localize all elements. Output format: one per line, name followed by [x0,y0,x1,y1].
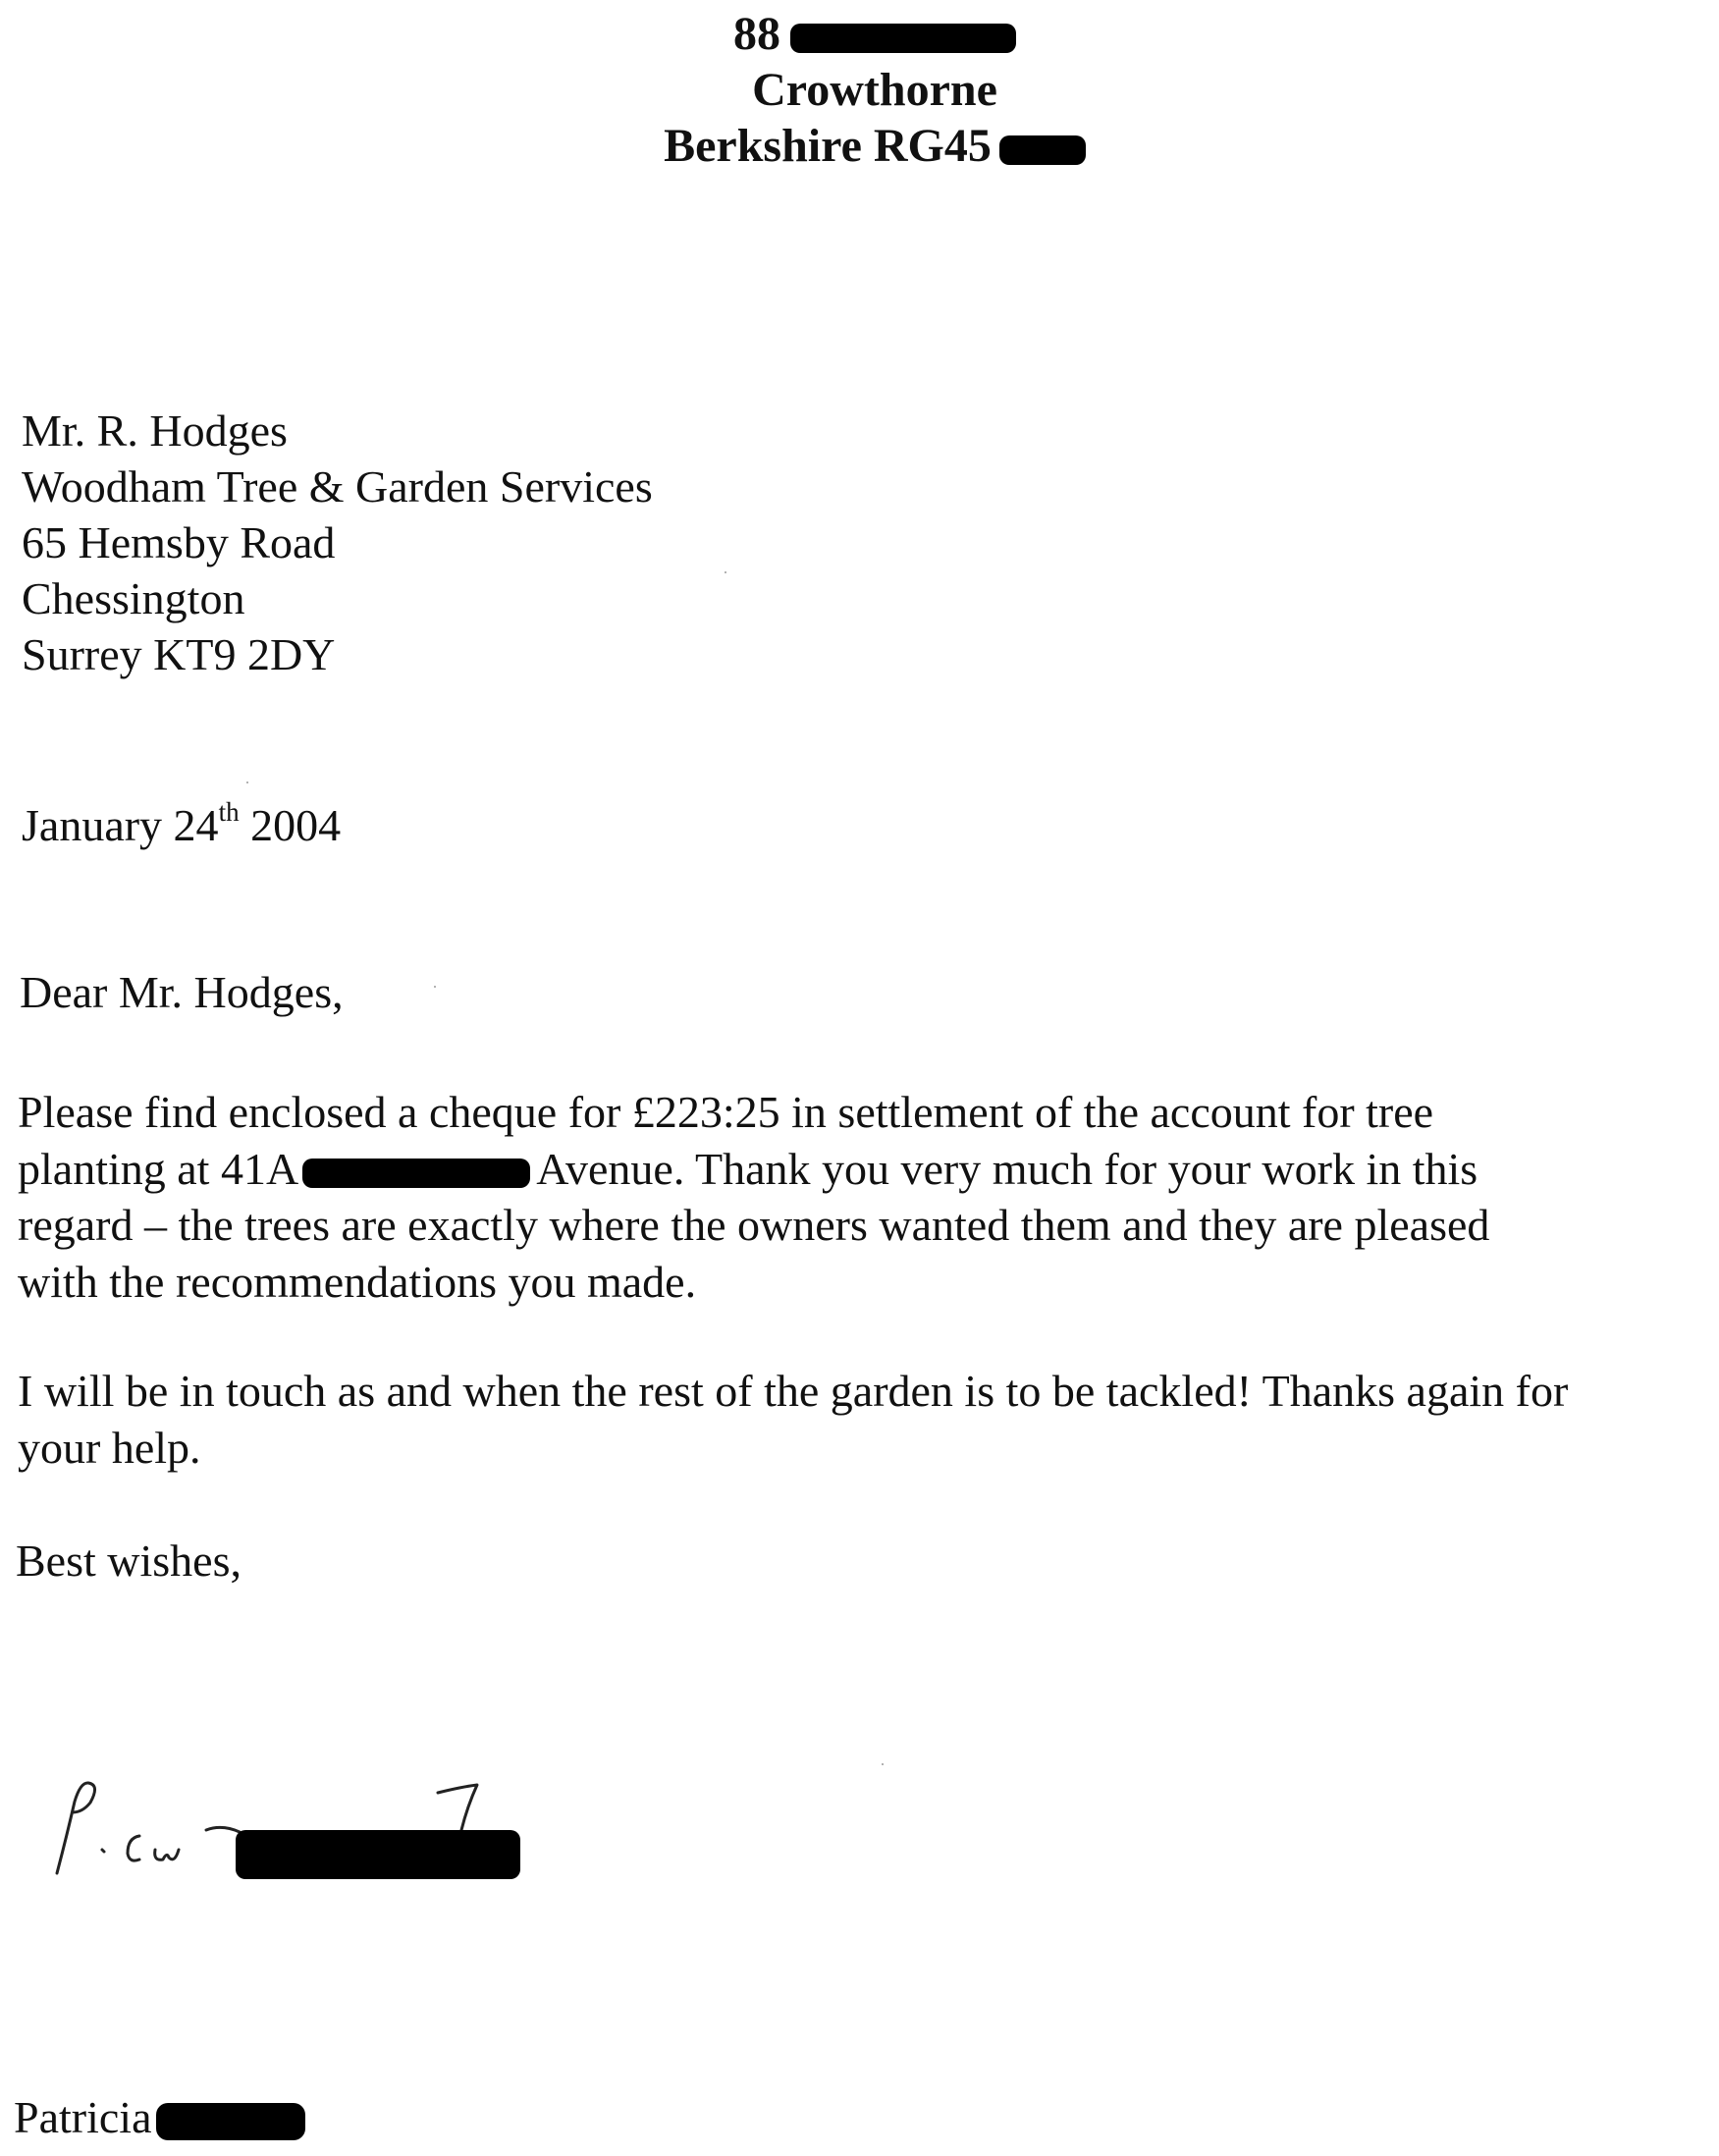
paragraph-line: your help. [18,1422,201,1473]
date-year: 2004 [250,800,342,850]
recipient-address [22,403,653,682]
paragraph-line: regard – the trees are exactly where the owners wanted them and they are pleased [18,1200,1490,1250]
paragraph-line: Please find enclosed a cheque for £223:25 in settlement of the account for tree [18,1087,1434,1137]
scan-speck [725,571,726,573]
paragraph-text: planting at 41A [18,1143,299,1194]
handwritten-signature [29,1748,540,1905]
signer-name [14,2089,305,2145]
scan-speck [434,986,436,988]
recipient-name: Mr. R. Hodges [22,405,288,456]
sender-house-number: 88 [733,8,780,60]
redaction-street-name [790,24,1016,53]
salutation: Dear Mr. Hodges, [20,967,344,1017]
paragraph-line: with the recommendations you made. [18,1256,697,1307]
redaction-postcode [999,135,1086,165]
date-month-day: January 24 [22,800,219,850]
paragraph-line: I will be in touch as and when the rest of the garden is to be tackled! Thanks again for [18,1366,1569,1416]
recipient-town: Chessington [22,573,245,623]
redaction-signer-surname [156,2103,305,2140]
signer-first-name: Patricia [14,2092,152,2142]
sender-postcode-line [0,118,1719,174]
sender-street-line [0,6,1719,62]
recipient-county-postcode: Surrey KT9 2DY [22,629,336,679]
body-paragraph-2 [18,1363,1568,1476]
closing: Best wishes, [16,1536,242,1586]
letter-date [22,797,341,853]
scan-speck [246,782,248,783]
body-paragraph-1 [18,1084,1489,1310]
recipient-company: Woodham Tree & Garden Services [22,461,653,512]
sender-address [0,6,1719,174]
redaction-signature-surname [236,1830,520,1879]
scan-speck [882,1763,884,1765]
paragraph-text: Avenue. Thank you very much for your work in this [536,1143,1478,1194]
paragraph-line [18,1141,1489,1198]
sender-town: Crowthorne [752,64,997,116]
sender-county-postcode: Berkshire RG45 [664,120,992,172]
recipient-street: 65 Hemsby Road [22,517,336,567]
date-ordinal: th [218,797,240,827]
redaction-avenue-name [302,1159,530,1188]
